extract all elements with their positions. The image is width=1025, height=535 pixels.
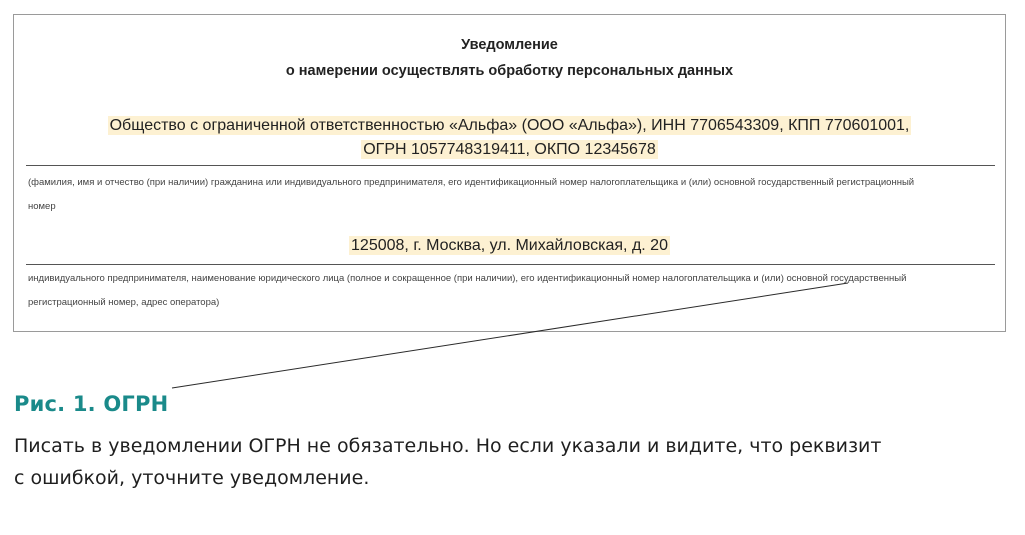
address-hint-continued: регистрационный номер, адрес оператора)	[28, 297, 220, 308]
form-subtitle: о намерении осуществлять обработку персональных данных	[285, 63, 734, 79]
field-hint-continued: номер	[28, 201, 56, 212]
field-hint: (фамилия, имя и отчество (при наличии) гражданина или индивидуального предпринимателя, его идентификационный номер налогоплательщика и (или) основной государственный регистрационный	[28, 177, 915, 188]
form-title: Уведомление	[461, 37, 558, 53]
address-hint: индивидуального предпринимателя, наименование юридического лица (полное и сокращенное (при наличии), его идентификационный номер налогоплательщика и (или) основной государственный	[28, 273, 907, 284]
caption-text-line: Писать в уведомлении ОГРН не обязательно. Но если указали и видите, что реквизит	[14, 435, 882, 457]
figure-caption-text	[14, 430, 1004, 494]
operator-name-value: Общество с ограниченной ответственностью «Альфа» (ООО «Альфа»), ИНН 7706543309, КПП 770601001,	[109, 117, 910, 134]
operator-ogrn-value: ОГРН 1057748319411, ОКПО 12345678	[363, 141, 656, 158]
caption-text-line: с ошибкой, уточните уведомление.	[14, 467, 370, 489]
figure-caption-title: Рис. 1. ОГРН	[14, 392, 169, 416]
address-value: 125008, г. Москва, ул. Михайловская, д. 20	[351, 237, 668, 254]
